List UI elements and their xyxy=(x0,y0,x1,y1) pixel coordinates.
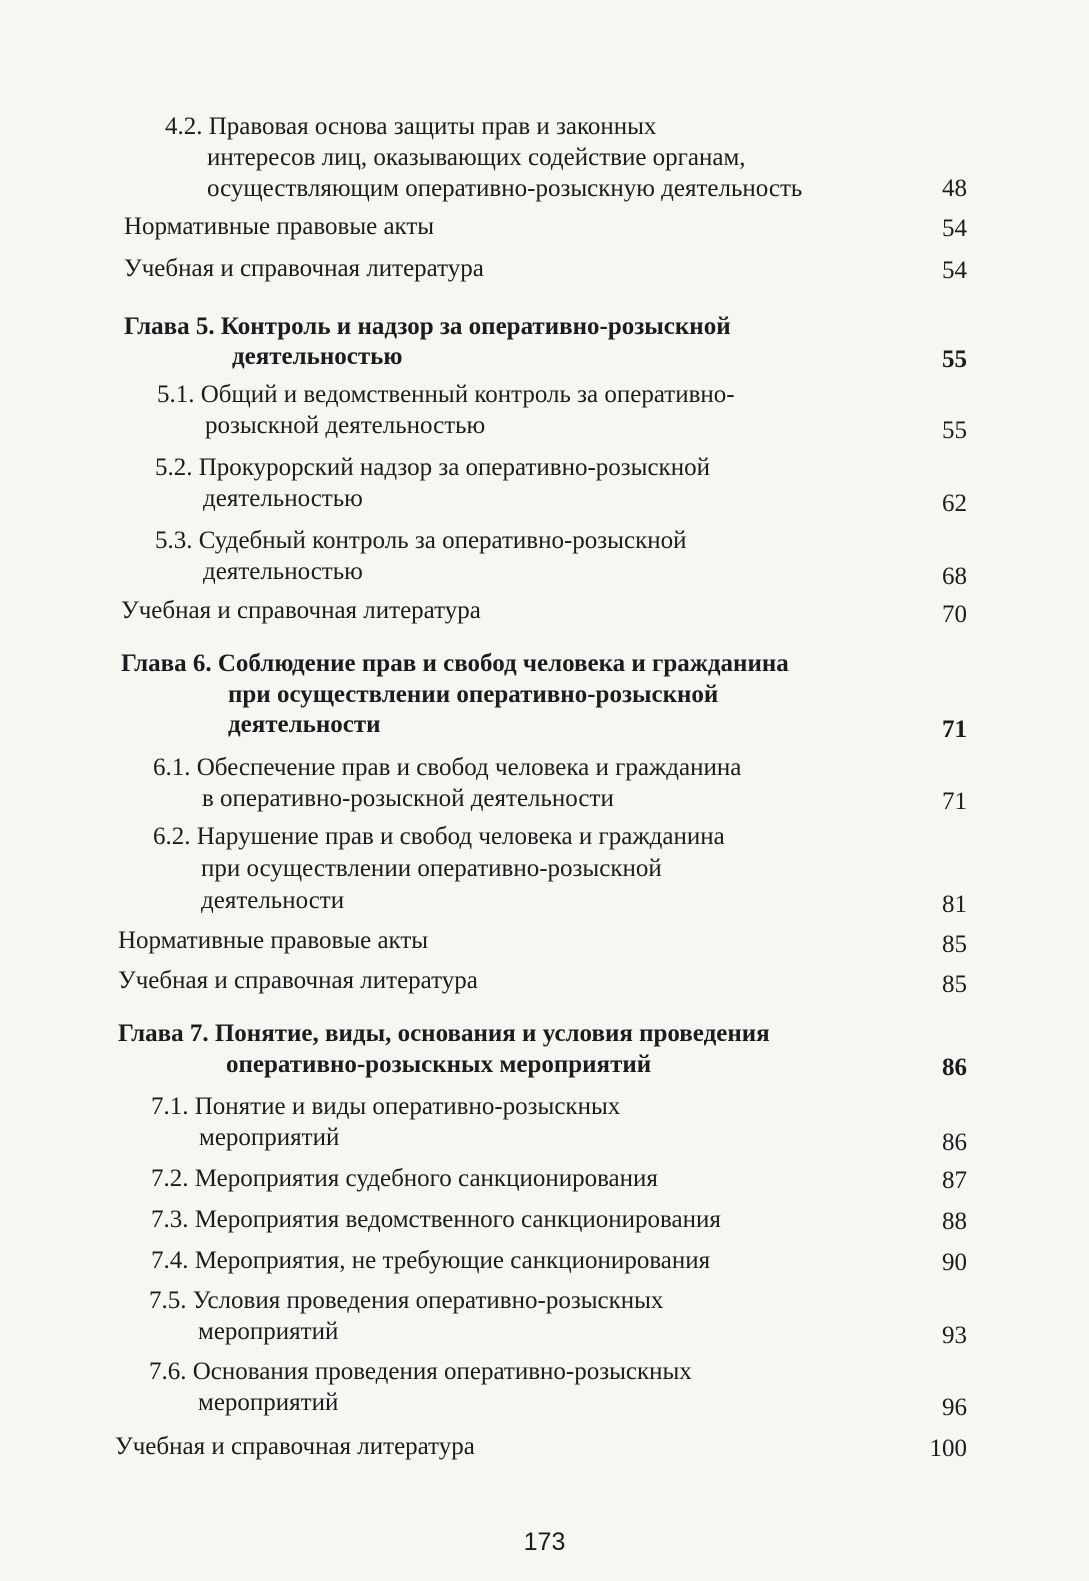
toc-entry-5-2 xyxy=(155,453,967,517)
toc-page-number: 86 xyxy=(942,1054,967,1081)
toc-entry-text-line: мероприятий xyxy=(198,1318,339,1345)
toc-page-number: 93 xyxy=(942,1322,967,1349)
toc-page-number: 90 xyxy=(942,1249,967,1276)
toc-entry-7-1 xyxy=(151,1092,967,1156)
toc-entry-normative-acts xyxy=(118,926,967,958)
toc-chapter-title-line: Глава 7. Понятие, виды, основания и условия проведения xyxy=(118,1020,770,1047)
toc-entry-text-line: розыскной деятельностью xyxy=(205,412,486,439)
toc-entry-text-line: Учебная и справочная литература xyxy=(115,1433,475,1460)
toc-chapter-6 xyxy=(121,649,967,745)
toc-entry-7-6 xyxy=(149,1357,967,1421)
toc-entry-text-line: деятельности xyxy=(201,887,345,914)
toc-entry-text-line: 5.3. Судебный контроль за оперативно-розыскной xyxy=(155,527,687,554)
toc-page-number: 71 xyxy=(942,788,967,815)
toc-page-number: 81 xyxy=(942,891,967,918)
toc-chapter-title-line: деятельностью xyxy=(232,343,403,370)
toc-page-number: 62 xyxy=(942,490,967,517)
toc-entry-text-line: 7.3. Мероприятия ведомственного санкционирования xyxy=(151,1206,721,1233)
toc-chapter-title-line: при осуществлении оперативно-розыскной xyxy=(228,681,719,708)
toc-page-number: 54 xyxy=(942,257,967,284)
toc-entry-text-line: 4.2. Правовая основа защиты прав и законных xyxy=(165,113,657,140)
toc-entry-text-line: 6.2. Нарушение прав и свобод человека и гражданина xyxy=(153,823,725,850)
toc-chapter-title-line: Глава 6. Соблюдение прав и свобод человека и гражданина xyxy=(121,650,789,677)
toc-entry-4-2 xyxy=(165,112,967,204)
page-number-footer: 173 xyxy=(523,1528,566,1556)
toc-entry-text-line: 6.1. Обеспечение прав и свобод человека и гражданина xyxy=(153,754,742,781)
toc-page-number: 68 xyxy=(942,563,967,590)
toc-page-number: 48 xyxy=(942,175,967,202)
toc-chapter-7 xyxy=(118,1019,967,1083)
toc-entry-text-line: 7.1. Понятие и виды оперативно-розыскных xyxy=(151,1093,621,1120)
toc-page-number: 87 xyxy=(942,1167,967,1194)
toc-page-number: 85 xyxy=(942,971,967,998)
toc-page-number: 85 xyxy=(942,931,967,958)
toc-page-number: 54 xyxy=(942,215,967,242)
toc-entry-text-line: интересов лиц, оказывающих содействие органам, xyxy=(207,144,746,171)
toc-entry-text-line: мероприятий xyxy=(199,1124,340,1151)
toc-page-number: 100 xyxy=(929,1435,967,1462)
toc-entry-text-line: Учебная и справочная литература xyxy=(124,255,484,282)
toc-entry-6-1 xyxy=(153,753,967,817)
toc-entry-5-3 xyxy=(155,526,967,590)
toc-entry-text-line: 7.4. Мероприятия, не требующие санкционирования xyxy=(151,1247,711,1274)
toc-entry-7-2 xyxy=(151,1164,967,1196)
toc-entry-text-line: Учебная и справочная литература xyxy=(118,967,478,994)
toc-page-number: 55 xyxy=(942,346,967,373)
toc-entry-7-4 xyxy=(151,1246,967,1278)
toc-entry-text-line: в оперативно-розыскной деятельности xyxy=(202,785,614,812)
toc-entry-6-2 xyxy=(153,822,967,918)
toc-entry-text-line: деятельностью xyxy=(203,485,363,512)
toc-entry-text-line: 7.5. Условия проведения оперативно-розыскных xyxy=(149,1287,664,1314)
toc-entry-text-line: осуществляющим оперативно-розыскную деятельность xyxy=(207,175,803,202)
toc-entry-5-1 xyxy=(157,380,967,444)
toc-entry-literature xyxy=(124,254,967,286)
toc-chapter-title-line: Глава 5. Контроль и надзор за оперативно-розыскной xyxy=(124,313,731,340)
toc-chapter-5 xyxy=(124,312,967,374)
toc-chapter-title-line: деятельности xyxy=(228,711,381,738)
toc-entry-text-line: Нормативные правовые акты xyxy=(124,213,435,240)
toc-page-number: 86 xyxy=(942,1129,967,1156)
toc-entry-7-3 xyxy=(151,1205,967,1237)
toc-page-number: 55 xyxy=(942,417,967,444)
toc-entry-text-line: 5.1. Общий и ведомственный контроль за оперативно- xyxy=(157,381,735,408)
toc-entry-text-line: при осуществлении оперативно-розыскной xyxy=(201,855,662,882)
toc-page-number: 70 xyxy=(942,601,967,628)
toc-entry-text-line: Учебная и справочная литература xyxy=(121,597,481,624)
toc-page-number: 71 xyxy=(942,716,967,743)
toc-page-number: 96 xyxy=(942,1394,967,1421)
toc-entry-text-line: Нормативные правовые акты xyxy=(118,927,429,954)
toc-entry-text-line: 7.6. Основания проведения оперативно-розыскных xyxy=(149,1358,692,1385)
toc-entry-text-line: мероприятий xyxy=(198,1389,339,1416)
toc-entry-7-5 xyxy=(149,1286,967,1350)
toc-page-number: 88 xyxy=(942,1208,967,1235)
toc-entry-text-line: 5.2. Прокурорский надзор за оперативно-розыскной xyxy=(155,454,710,481)
toc-entry-text-line: деятельностью xyxy=(203,558,363,585)
toc-entry-literature xyxy=(118,966,967,998)
toc-chapter-title-line: оперативно-розыскных мероприятий xyxy=(226,1051,652,1078)
toc-entry-text-line: 7.2. Мероприятия судебного санкционирования xyxy=(151,1165,658,1192)
toc-entry-literature xyxy=(115,1432,967,1464)
toc-entry-literature xyxy=(121,596,967,628)
toc-entry-normative-acts xyxy=(124,212,967,244)
